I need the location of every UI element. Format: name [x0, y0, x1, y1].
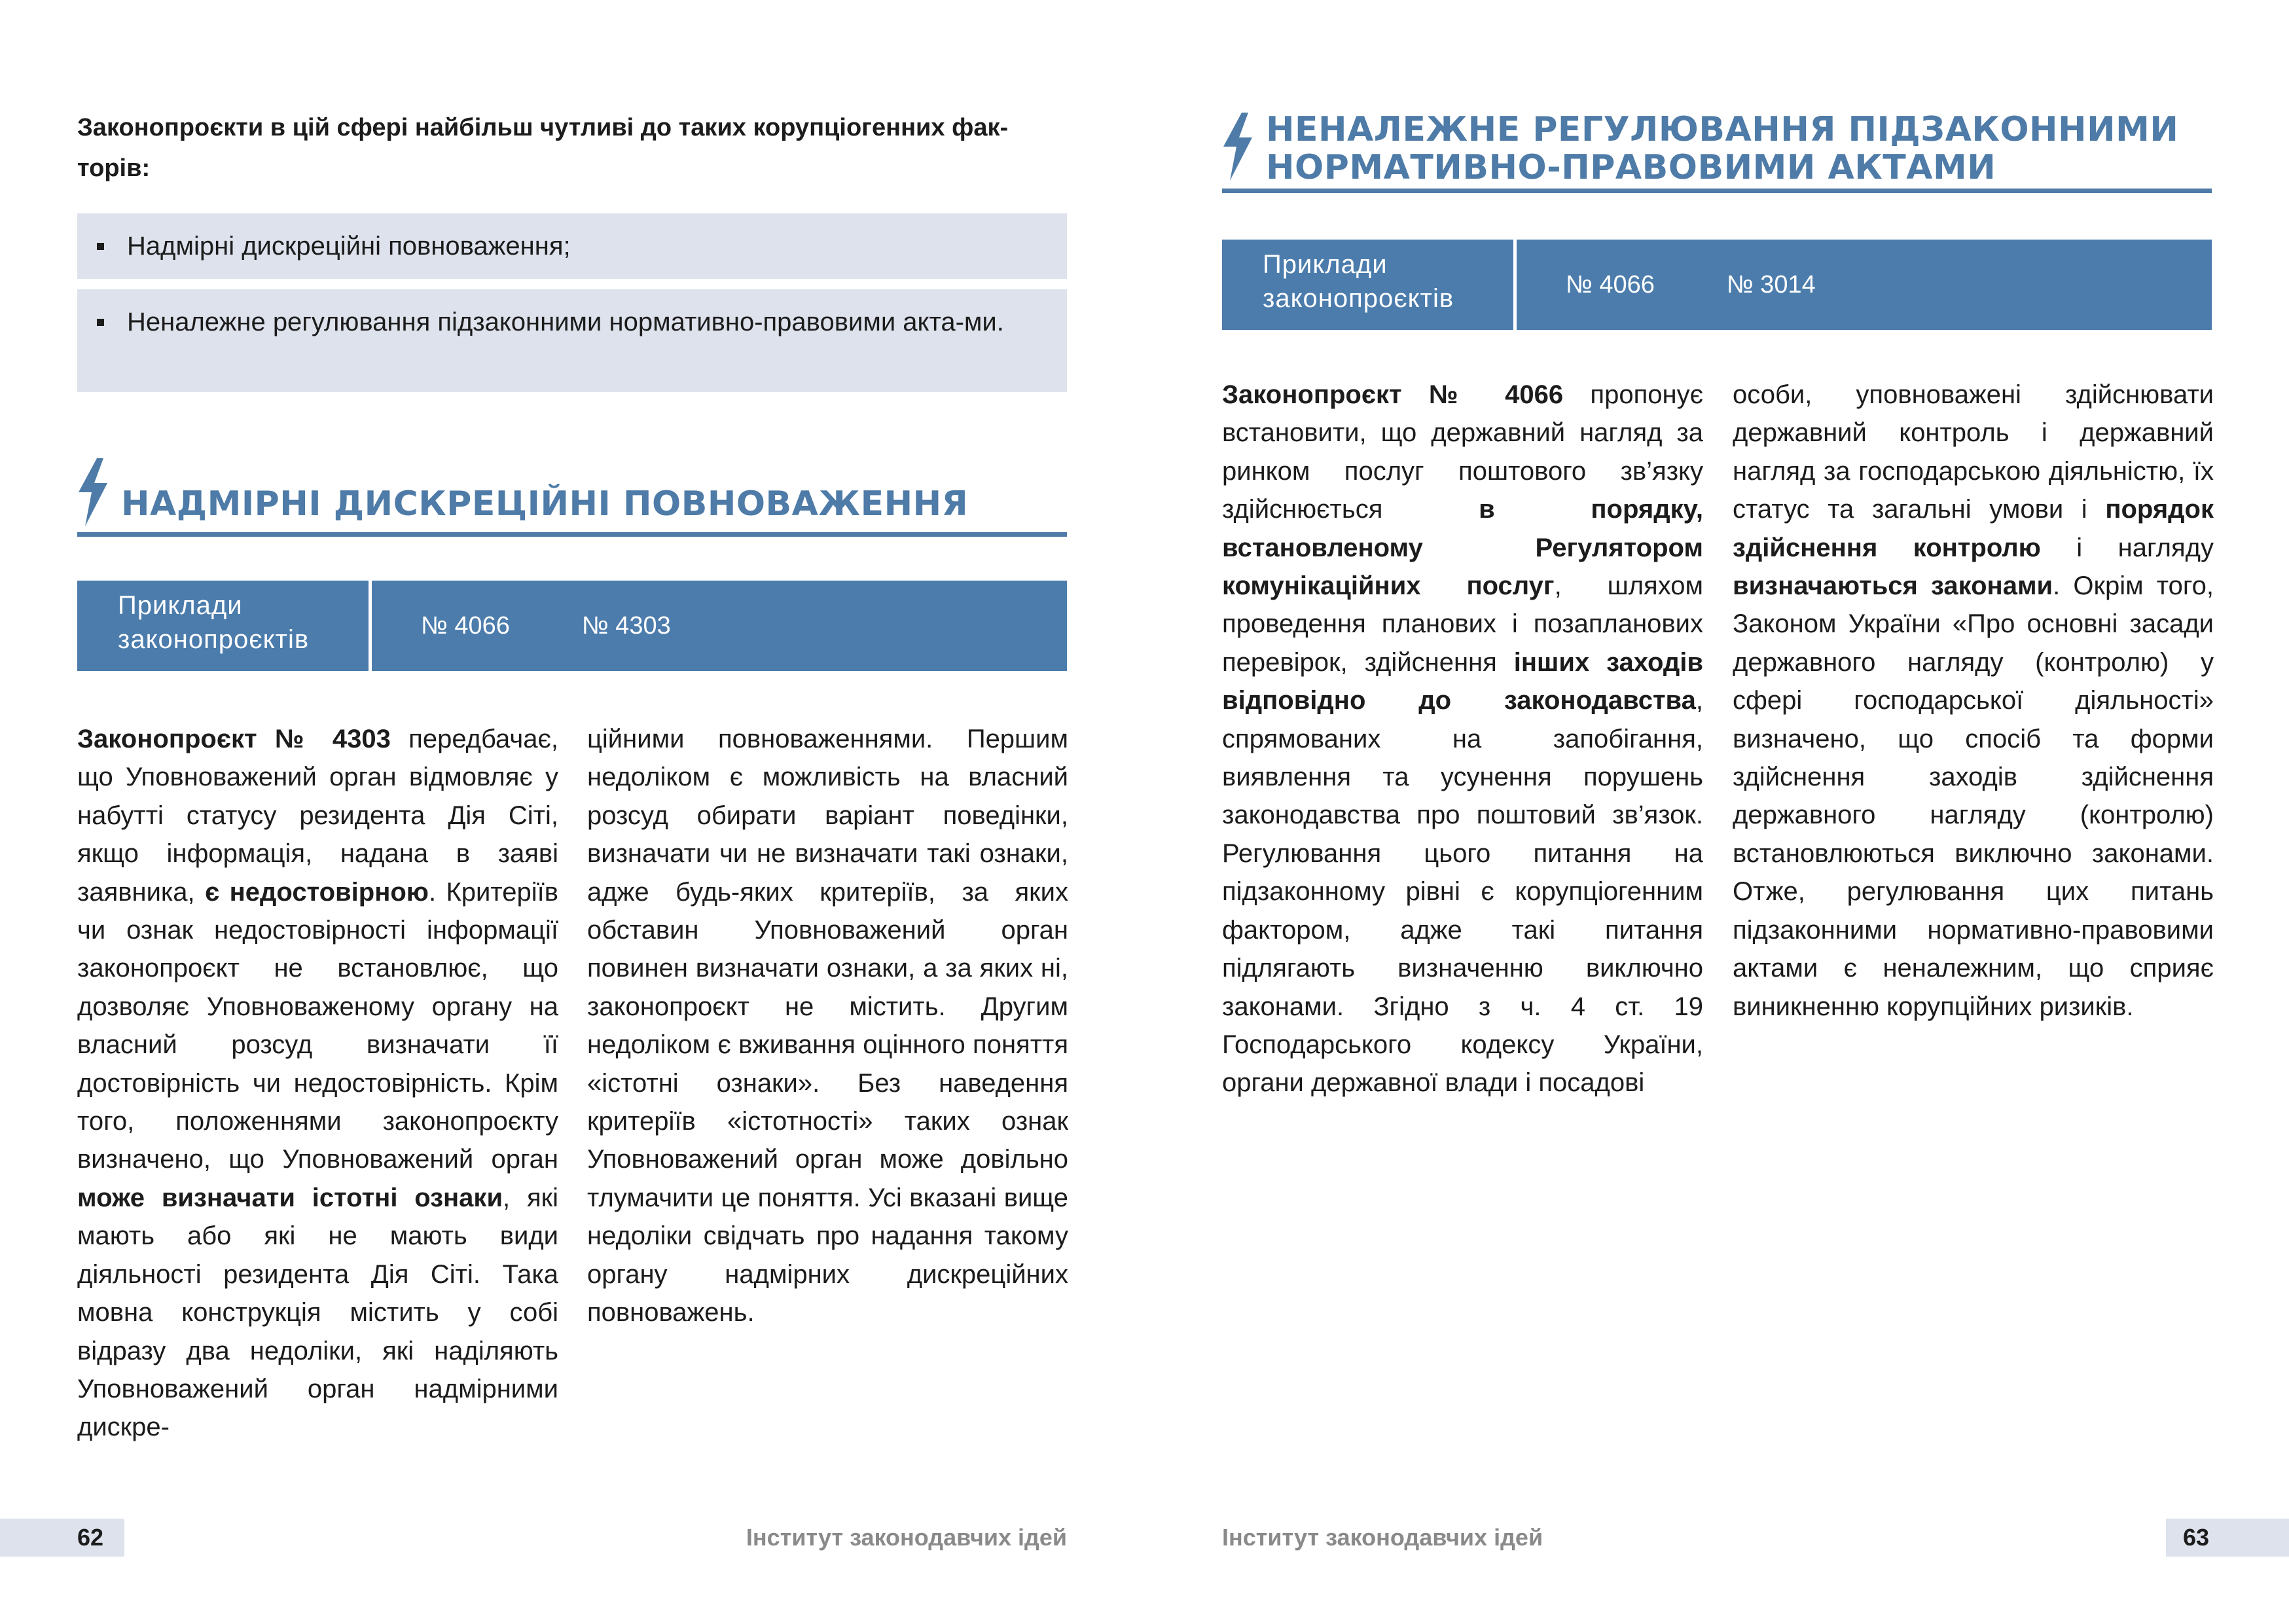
footer-text: Інститут законодавчих ідей: [1222, 1524, 1543, 1551]
lightning-bolt-icon: [77, 458, 109, 526]
intro-paragraph: Законопроєкти в цій сфері найбільш чутливі до таких корупціогенних фак-торів:: [77, 114, 1009, 182]
text-column: Законопроєкт № 4303 передбачає, що Уповноважений орган відмовляє у набутті статусу резидента Дія Сіті, якщо інформація, надана в заяві заявника, є недостовірною. Критеріїв чи ознак недостовірності інформації законопроєкт не встановлює, що дозволяє Уповноваженому органу на власний розсуд визначати її достовірність чи недостовірність. Крім того, положеннями законопроєкту визначено, що Уповноважений орган може визначати істотні ознаки, які мають або які не мають види діяльності резидента Дія Сіті. Така мовна конструкція містить у собі відразу два недоліки, які наділяють Уповноважений орган надмірними дискре-: [77, 725, 558, 1442]
section-heading: [77, 458, 1067, 538]
bill-number: № 4066: [421, 611, 510, 640]
text-column: ційними повноваженнями. Першим недоліком є можливість на власний розсуд обирати варіант поведінки, визначати чи не визначати такі ознаки, адже будь-яких критеріїв, за яких обставин Уповноважений орган повинен визначати ознаки, а за яких ні, законопроєкт не містить. Другим недоліком є вживання оцінного поняття «істотні ознаки». Без наведення критеріїв «істотності» таких ознак Уповноважений орган може довільно тлумачити це поняття. Усі вказані вище недоліки свідчать про надання такому органу надмірних дискреційних повноважень.: [587, 725, 1068, 1327]
examples-bar: [77, 581, 1067, 671]
bill-number: № 4303: [581, 611, 671, 640]
examples-label: Приклади законопроєктів: [1222, 240, 1517, 330]
lightning-bolt-icon: [1222, 113, 1253, 181]
section-title-line1: НЕНАЛЕЖНЕ РЕГУЛЮВАННЯ ПІДЗАКОННИМИ: [1266, 110, 2179, 149]
section-rule: [1222, 189, 2212, 193]
section-title-line2: НОРМАТИВНО-ПРАВОВИМИ АКТАМИ: [1266, 148, 1996, 187]
page-number: 62: [0, 1519, 124, 1557]
bill-number: № 3014: [1726, 270, 1816, 298]
section-heading: [1222, 110, 2212, 196]
examples-bar: [1222, 240, 2212, 330]
footer-text: Інститут законодавчих ідей: [746, 1524, 1067, 1551]
text-column: особи, уповноважені здійснювати державний контроль і державний нагляд за господарською діяльністю, їх статус та загальні умови і порядок здійснення контролю і нагляду визначаються законами. Окрім того, Законом України «Про основні засади державного нагляду (контролю) у сфері господарської діяльності» визначено, що спосіб та форми здійснення заходів здійснення державного нагляду (контролю) встановлюються виключно законами. Отже, регулювання цих питань підзаконними нормативно-правовими актами є неналежним, що сприяє виникненню корупційних ризиків.: [1733, 380, 2214, 1021]
examples-label: Приклади законопроєктів: [77, 581, 372, 671]
section-rule: [77, 532, 1067, 537]
section-title: НАДМІРНІ ДИСКРЕЦІЙНІ ПОВНОВАЖЕННЯ: [121, 484, 969, 524]
bullet-item: Надмірні дискреційні повноваження;: [77, 213, 1067, 279]
right-page: [1145, 0, 2289, 1624]
bullet-item: Неналежне регулювання підзаконними нормативно-правовими акта-ми.: [77, 289, 1067, 392]
left-page: [0, 0, 1144, 1624]
text-column: Законопроєкт № 4066 пропонує встановити, що державний нагляд за ринком послуг поштового зв’язку здійснюється в порядку, встановленому Регулятором комунікаційних послуг, шляхом проведення планових і позапланових перевірок, здійснення інших заходів відповідно до законодавства, спрямованих на запобігання, виявлення та усунення порушень законодавства про поштовий зв’язок. Регулювання цього питання на підзаконному рівні є корупціогенним фактором, адже такі питання підлягають визначенню виключно законами. Згідно з ч. 4 ст. 19 Господарського кодексу України, органи державної влади і посадові: [1222, 380, 1703, 1098]
bill-number: № 4066: [1566, 270, 1655, 298]
page-number: 63: [2166, 1519, 2289, 1557]
